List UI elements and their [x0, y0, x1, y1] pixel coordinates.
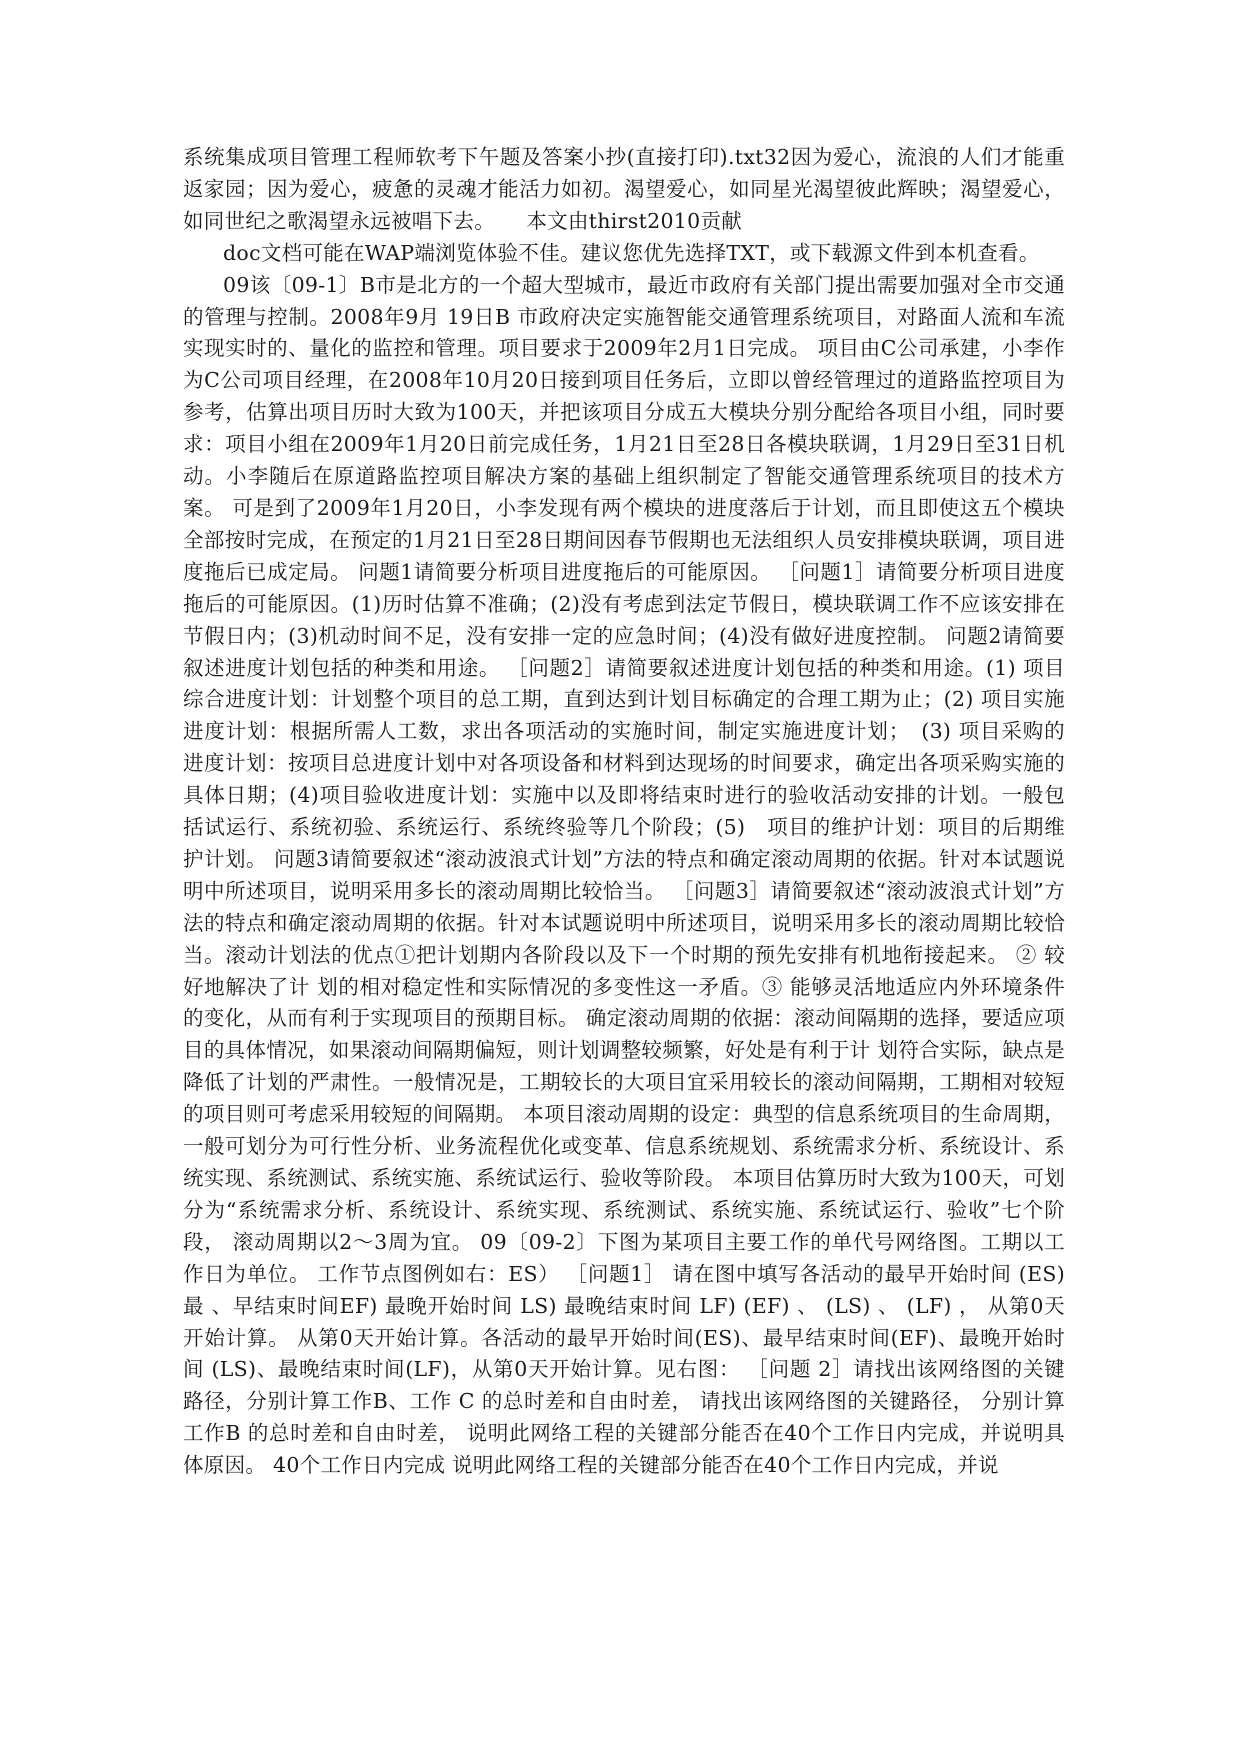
format-notice-paragraph: doc文档可能在WAP端浏览体验不佳。建议您优先选择TXT，或下载源文件到本机查看。: [223, 240, 1040, 265]
document-page: [183, 142, 1065, 1482]
exam-content-paragraph: 09该〔09-1〕B市是北方的一个超大型城市，最近市政府有关部门提出需要加强对全市交通的管理与控制。2008年9月 19日B 市政府决定实施智能交通管理系统项目，对路面人流和车流实现实时的、量化的监控和管理。项目要求于2009年2月1日完成。 项目由C公司承建，小李作为C公司项目经理，在2008年10月20日接到项目任务后，立即以曾经管理过的道路监控项目为参考，估算出项目历时大致为100天，并把该项目分成五大模块分别分配给各项目小组，同时要求：项目小组在2009年1月20日前完成任务，1月21日至28日各模块联调，1月29日至31日机动。小李随后在原道路监控项目解决方案的基础上组织制定了智能交通管理系统项目的技术方案。 可是到了2009年1月20日，小李发现有两个模块的进度落后于计划，而且即使这五个模块全部按时完成，在预定的1月21日至28日期间因春节假期也无法组织人员安排模块联调，项目进度拖后已成定局。 问题1请简要分析项目进度拖后的可能原因。 ［问题1］请简要分析项目进度拖后的可能原因。(1)历时估算不准确；(2)没有考虑到法定节假日，模块联调工作不应该安排在节假日内；(3)机动时间不足，没有安排一定的应急时间；(4)没有做好进度控制。 问题2请简要叙述进度计划包括的种类和用途。 ［问题2］请简要叙述进度计划包括的种类和用途。(1) 项目综合进度计划：计划整个项目的总工期，直到达到计划目标确定的合理工期为止；(2) 项目实施进度计划：根据所需人工数，求出各项活动的实施时间，制定实施进度计划； (3) 项目采购的 进度计划：按项目总进度计划中对各项设备和材料到达现场的时间要求，确定出各项采购实施的具体日期；(4)项目验收进度计划：实施中以及即将结束时进行的验收活动安排的计划。一般包括试运行、系统初验、系统运行、系统终验等几个阶段；(5) 项目的维护计划：项目的后期维护计划。 问题3请简要叙述“滚动波浪式计划”方法的特点和确定滚动周期的依据。针对本试题说明中所述项目，说明采用多长的滚动周期比较恰当。 ［问题3］请简要叙述“滚动波浪式计划”方法的特点和确定滚动周期的依据。针对本试题说明中所述项目，说明采用多长的滚动周期比较恰当。滚动计划法的优点①把计划期内各阶段以及下一个时期的预先安排有机地衔接起来。 ② 较好地解决了计 划的相对稳定性和实际情况的多变性这一矛盾。③ 能够灵活地适应内外环境条件的变化，从而有利于实现项目的预期目标。 确定滚动周期的依据：滚动间隔期的选择，要适应项目的具体情况，如果滚动间隔期偏短，则计划调整较频繁，好处是有利于计 划符合实际，缺点是降低了计划的严肃性。一般情况是，工期较长的大项目宜采用较长的滚动间隔期，工期相对较短的项目则可考虑采用较短的间隔期。 本项目滚动周期的设定：典型的信息系统项目的生命周期，一般可划分为可行性分析、业务流程优化或变革、信息系统规划、系统需求分析、系统设计、系统实现、系统测试、系统实施、系统试运行、验收等阶段。 本项目估算历时大致为100天，可划分为“系统需求分析、系统设计、系统实现、系统测试、系统实施、系统试运行、验收”七个阶段， 滚动周期以2～3周为宜。 09〔09-2〕下图为某项目主要工作的单代号网络图。工期以工作日为单位。 工作节点图例如右：ES） ［问题1］ 请在图中填写各活动的最早开始时间 (ES) 最 、早结束时间EF) 最晚开始时间 LS) 最晚结束时间 LF) (EF) 、 (LS) 、 (LF) ， 从第0天开始计算。 从第0天开始计算。各活动的最早开始时间(ES)、最早结束时间(EF)、最晚开始时间 (LS)、最晚结束时间(LF)，从第0天开始计算。见右图： ［问题 2］请找出该网络图的关键路径，分别计算工作B、工作 C 的总时差和自由时差， 请找出该网络图的关键路径， 分别计算工作B 的总时差和自由时差， 说明此网络工程的关键部分能否在40个工作日内完成，并说明具体原因。 40个工作日内完成 说明此网络工程的关键部分能否在40个工作日内完成，并说: [183, 272, 1065, 1478]
intro-paragraph: 系统集成项目管理工程师软考下午题及答案小抄(直接打印).txt32因为爱心，流浪的人们才能重返家园；因为爱心，疲惫的灵魂才能活力如初。渴望爱心，如同星光渴望彼此辉映；渴望爱心，如同世纪之歌渴望永远被唱下去。 本文由thirst2010贡献: [183, 145, 1065, 233]
